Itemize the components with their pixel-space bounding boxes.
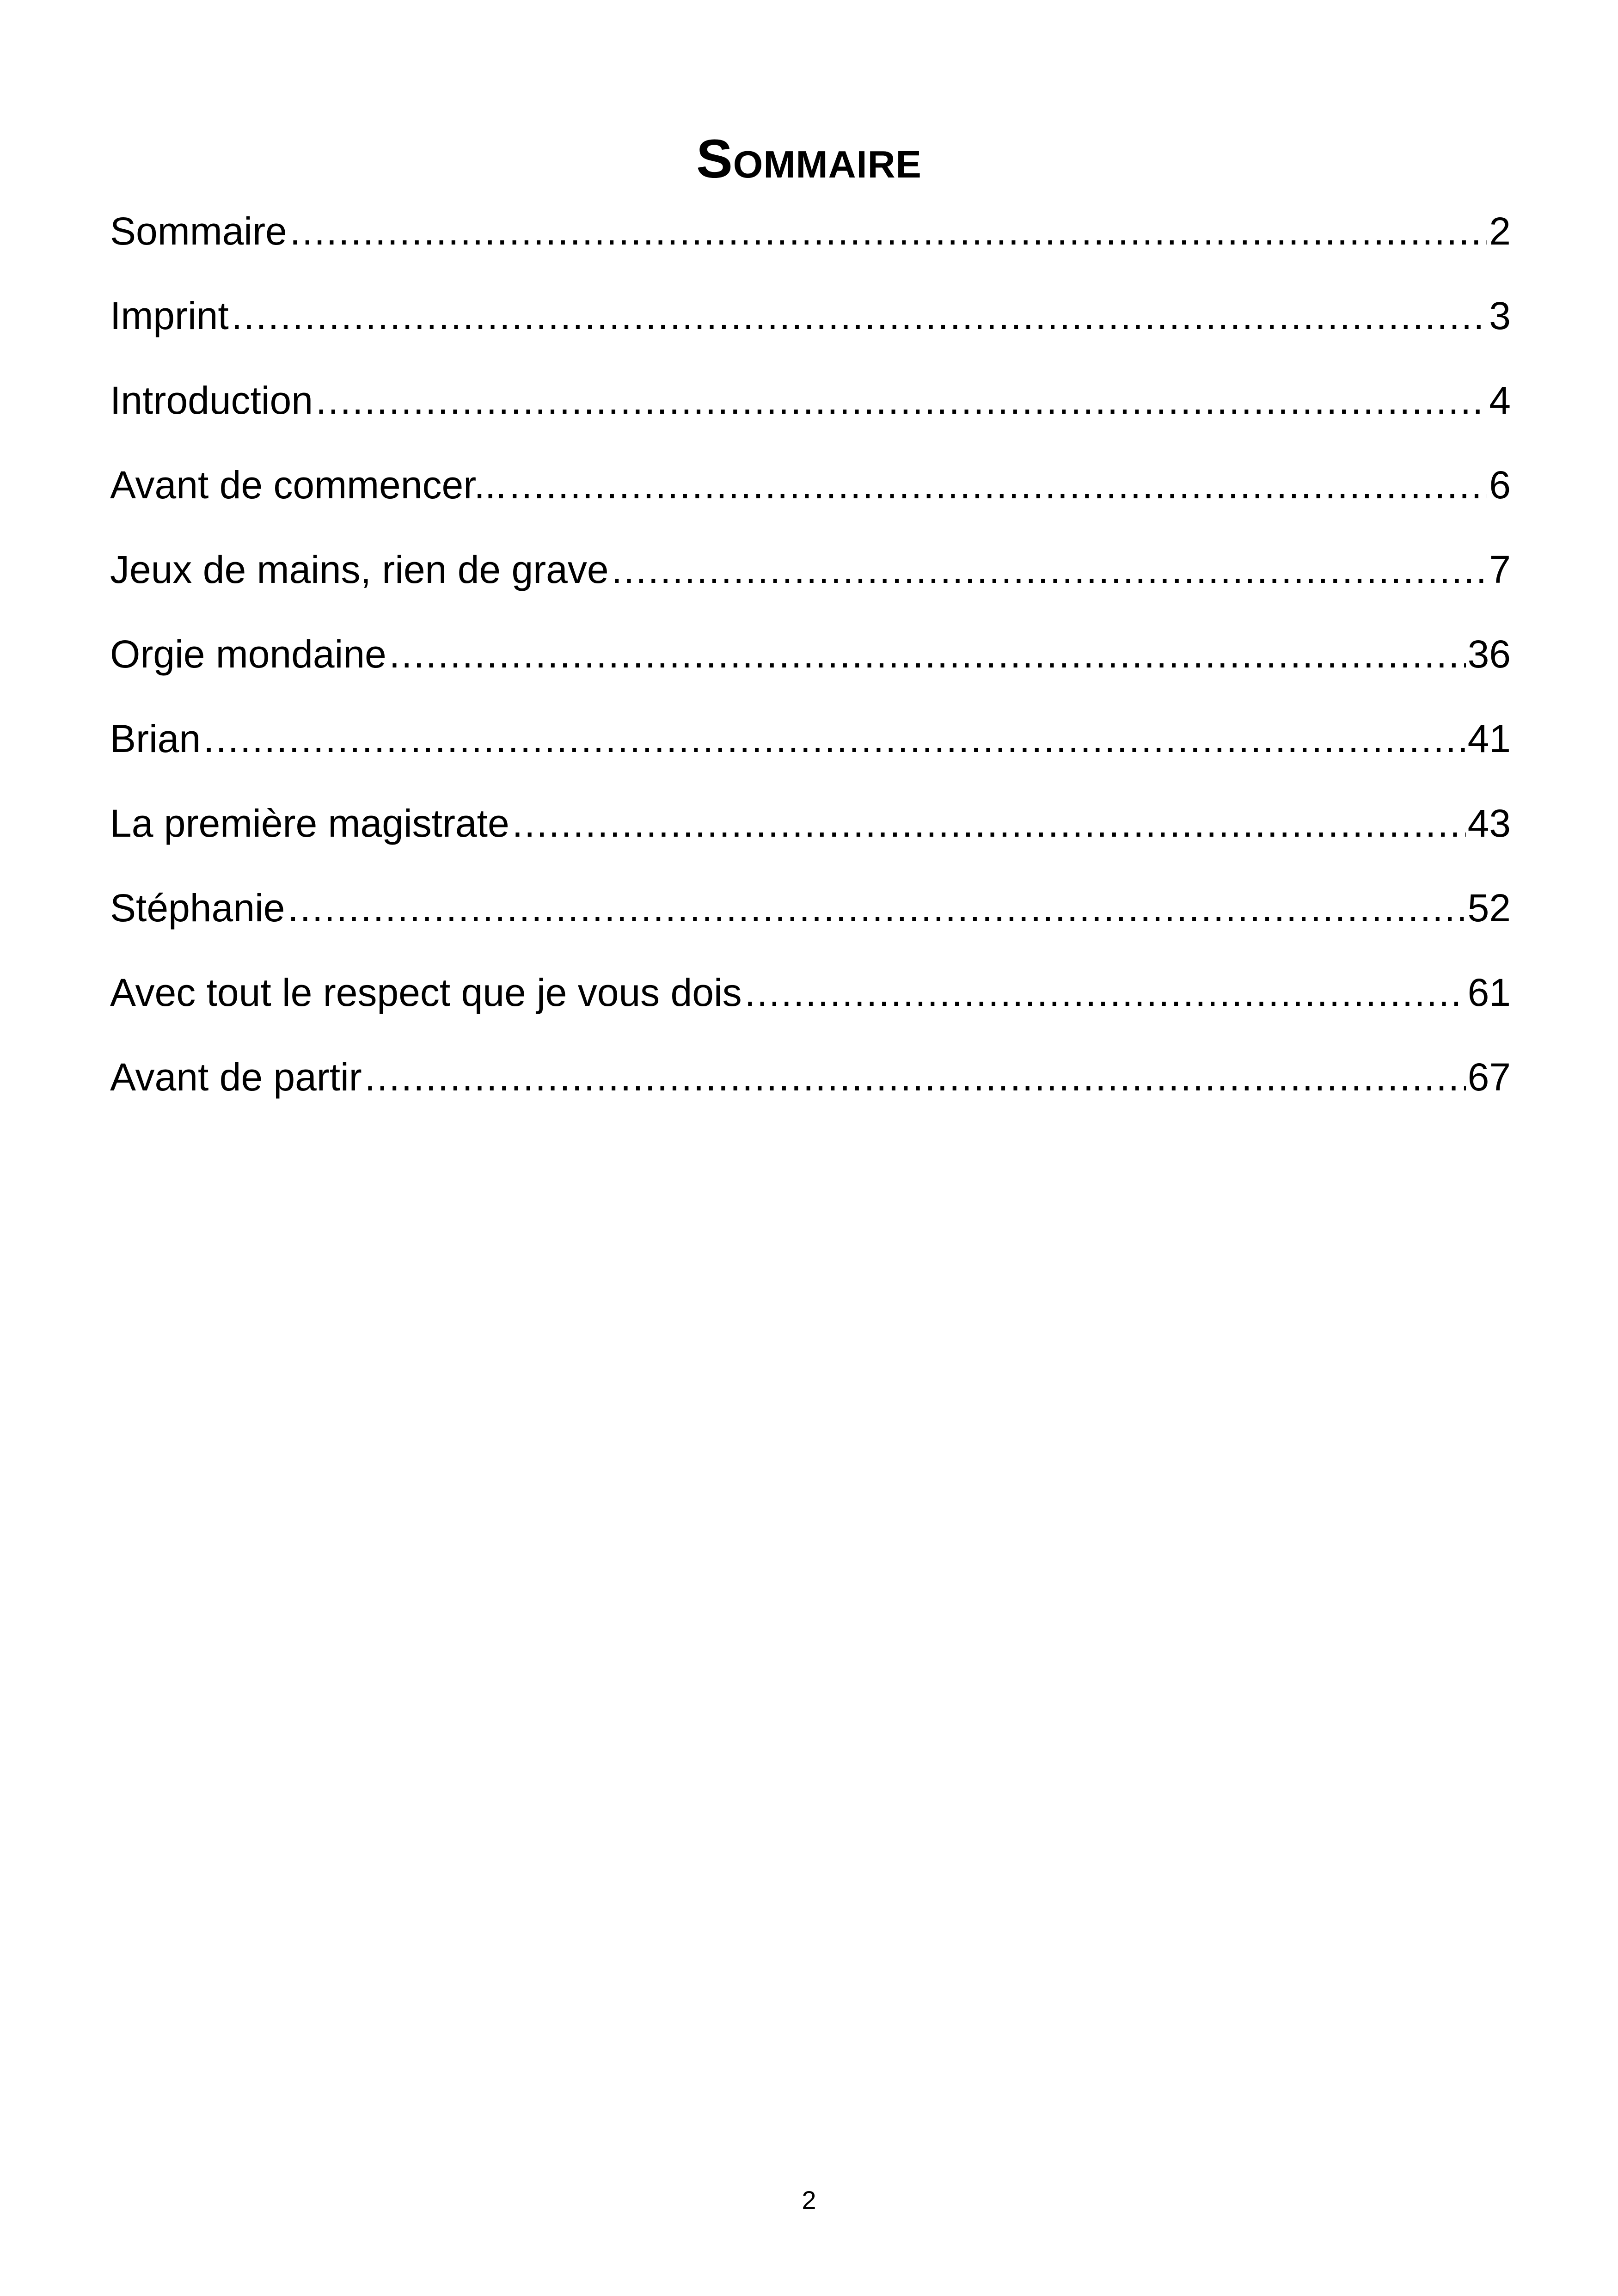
toc-entry-page: 3 [1489,294,1511,337]
toc-entry-page: 43 [1467,802,1511,845]
toc-entry[interactable] [110,196,1511,281]
toc-entry-label: Brian [110,717,201,760]
toc-dot-leader [389,619,1466,689]
toc-dot-leader [509,450,1488,520]
toc-entry[interactable] [110,704,1511,789]
toc-entry-label: Introduction [110,379,313,422]
toc-entry-page: 2 [1489,209,1511,253]
toc-dot-leader [290,196,1488,266]
toc-entry-label: La première magistrate [110,802,509,845]
toc-entry[interactable] [110,789,1511,873]
toc-dot-leader [316,366,1487,435]
toc-entry[interactable] [110,873,1511,958]
toc-entry[interactable] [110,366,1511,450]
toc-entry[interactable] [110,281,1511,366]
toc-entry-page: 61 [1467,971,1511,1014]
toc-entry-label: Imprint [110,294,229,337]
toc-entry-label: Avant de commencer... [110,463,507,507]
page-title: Sommaire [696,129,922,190]
toc-dot-leader [232,281,1488,350]
toc-entry-label: Orgie mondaine [110,632,386,676]
toc-entry[interactable] [110,958,1511,1042]
toc-entry-label: Stéphanie [110,886,285,930]
toc-dot-leader [745,958,1466,1027]
toc-entry-page: 52 [1467,886,1511,930]
toc-entry-page: 7 [1489,548,1511,591]
toc-entry-page: 67 [1467,1055,1511,1099]
toc-entry[interactable] [110,619,1511,704]
toc-entry-label: Avec tout le respect que je vous dois [110,971,742,1014]
toc-dot-leader [612,535,1488,604]
toc-entry-page: 41 [1467,717,1511,760]
toc-entry-page: 36 [1467,632,1511,676]
page-number: 2 [802,2186,816,2215]
toc-dot-leader [512,789,1466,858]
toc-dot-leader [365,1042,1466,1112]
toc-entry[interactable] [110,1042,1511,1127]
toc-entry[interactable] [110,535,1511,619]
toc-entry-page: 6 [1489,463,1511,507]
table-of-contents [110,196,1511,1127]
toc-entry-page: 4 [1489,379,1511,422]
toc-entry[interactable] [110,450,1511,535]
toc-entry-label: Jeux de mains, rien de grave [110,548,609,591]
toc-entry-label: Sommaire [110,209,287,253]
toc-dot-leader [203,704,1465,773]
toc-entry-label: Avant de partir [110,1055,362,1099]
toc-dot-leader [288,873,1465,943]
